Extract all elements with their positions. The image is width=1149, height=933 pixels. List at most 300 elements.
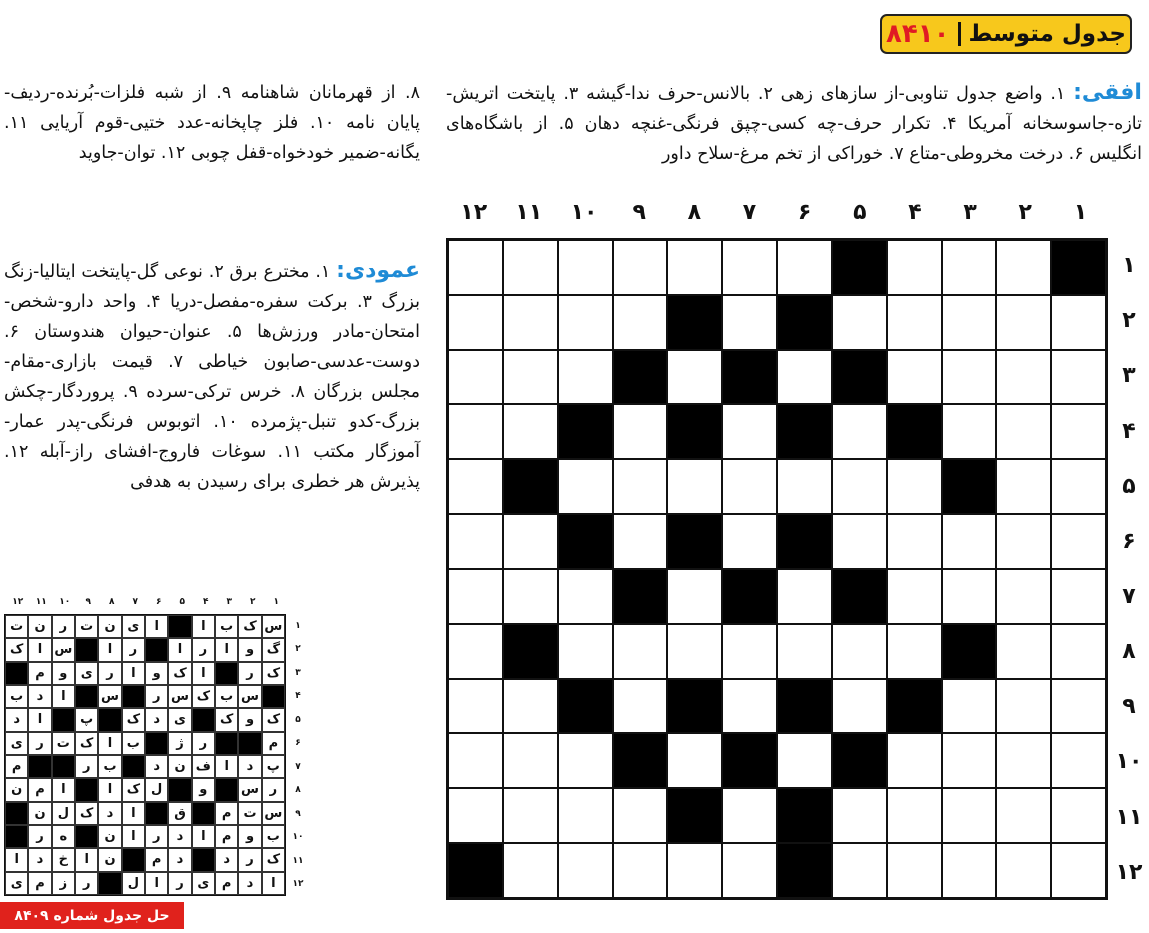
solution-row-numbers (290, 614, 306, 896)
solution-black-cell (122, 848, 145, 871)
white-cell[interactable] (613, 514, 668, 569)
solution-column-numbers (0, 597, 288, 613)
solution-letter-cell: و (145, 662, 168, 685)
row-number: ۷ (1122, 584, 1136, 610)
across-clues (446, 78, 1142, 169)
solution-letter-cell: ک (192, 685, 215, 708)
white-cell[interactable] (503, 733, 558, 788)
solution-letter-cell: ا (98, 778, 121, 801)
solution-letter-cell: ن (98, 615, 121, 638)
solution-letter-cell: گ (262, 638, 285, 661)
solution-column-number: ۱۰ (59, 597, 71, 607)
column-number: ۹ (632, 200, 646, 225)
white-cell[interactable] (1051, 404, 1106, 459)
white-cell[interactable] (613, 240, 668, 295)
solution-letter-cell: ی (122, 615, 145, 638)
white-cell[interactable] (722, 843, 777, 898)
black-cell (613, 733, 668, 788)
solution-letter-cell: م (262, 732, 285, 755)
black-cell (777, 514, 832, 569)
white-cell[interactable] (996, 733, 1051, 788)
white-cell[interactable] (777, 569, 832, 624)
solution-letter-cell: ب (215, 615, 238, 638)
white-cell[interactable] (832, 624, 887, 679)
white-cell[interactable] (667, 624, 722, 679)
white-cell[interactable] (613, 459, 668, 514)
white-cell[interactable] (558, 350, 613, 405)
down-clues (4, 256, 420, 497)
solution-column-number: ۱۲ (12, 597, 24, 607)
puzzle-title-box (880, 14, 1132, 54)
solution-letter-cell: ک (262, 662, 285, 685)
white-cell[interactable] (887, 295, 942, 350)
black-cell (887, 679, 942, 734)
white-cell[interactable] (722, 679, 777, 734)
white-cell[interactable] (558, 569, 613, 624)
white-cell[interactable] (996, 788, 1051, 843)
solution-column-number: ۹ (85, 597, 91, 607)
white-cell[interactable] (942, 514, 997, 569)
solution-letter-cell: ر (238, 848, 261, 871)
column-number: ۱ (1073, 200, 1088, 225)
white-cell[interactable] (448, 404, 503, 459)
solution-letter-cell: و (52, 662, 75, 685)
solution-letter-cell: ل (122, 872, 145, 895)
black-cell (887, 404, 942, 459)
solution-letter-cell: ر (75, 755, 98, 778)
solution-row-number: ۲ (295, 644, 301, 655)
solution-letter-cell: م (215, 802, 238, 825)
white-cell[interactable] (1051, 733, 1106, 788)
solution-letter-cell: د (238, 755, 261, 778)
row-number: ۹ (1122, 694, 1136, 720)
solution-letter-cell: ل (145, 778, 168, 801)
white-cell[interactable] (777, 240, 832, 295)
solution-column-number: ۶ (156, 597, 162, 607)
solution-letter-cell: ر (262, 778, 285, 801)
row-number: ۸ (1122, 639, 1136, 665)
down-heading: عمودی: (336, 258, 420, 283)
white-cell[interactable] (722, 788, 777, 843)
white-cell[interactable] (503, 295, 558, 350)
white-cell[interactable] (448, 350, 503, 405)
solution-letter-cell: س (238, 778, 261, 801)
white-cell[interactable] (503, 404, 558, 459)
solution-letter-cell: ا (215, 638, 238, 661)
white-cell[interactable] (887, 733, 942, 788)
black-cell (777, 679, 832, 734)
solution-letter-cell: س (98, 685, 121, 708)
column-number: ۶ (797, 200, 812, 225)
black-cell (558, 514, 613, 569)
white-cell[interactable] (503, 843, 558, 898)
white-cell[interactable] (1051, 350, 1106, 405)
black-cell (613, 569, 668, 624)
solution-black-cell (192, 848, 215, 871)
white-cell[interactable] (1051, 679, 1106, 734)
white-cell[interactable] (613, 624, 668, 679)
solution-letter-cell: د (215, 848, 238, 871)
white-cell[interactable] (558, 788, 613, 843)
solution-letter-cell: ک (5, 638, 28, 661)
solution-black-cell (145, 638, 168, 661)
solution-letter-cell: ف (192, 755, 215, 778)
solution-letter-cell: ز (52, 872, 75, 895)
white-cell[interactable] (503, 240, 558, 295)
solution-black-cell (145, 802, 168, 825)
white-cell[interactable] (996, 350, 1051, 405)
solution-letter-cell: ت (5, 615, 28, 638)
black-cell (942, 459, 997, 514)
white-cell[interactable] (942, 569, 997, 624)
solution-row-number: ۱۰ (292, 832, 304, 843)
white-cell[interactable] (887, 843, 942, 898)
solution-row-number: ۱۲ (292, 879, 304, 890)
solution-letter-cell: ر (168, 872, 191, 895)
solution-row-number: ۳ (295, 667, 301, 678)
solution-letter-cell: پ (75, 708, 98, 731)
solution-black-cell (192, 802, 215, 825)
solution-letter-cell: ن (5, 778, 28, 801)
solution-letter-cell: ا (28, 638, 51, 661)
solution-letter-cell: د (145, 755, 168, 778)
white-cell[interactable] (832, 295, 887, 350)
white-cell[interactable] (777, 459, 832, 514)
solution-letter-cell: و (238, 638, 261, 661)
down-clue-text: ۱. مخترع برق ۲. نوعی گل-پایتخت ایتالیا-زنگ بزرگ ۳. برکت سفره-مفصل-دریا ۴. واحد دارو-شخص-امتحان-مادر ورزش‌ها ۵. عنوان-حیوان هندوستان ۶. دوست-عدسی-صابون خیاطی ۷. قیمت بازاری-مقام-مجلس بزرگان ۸. خرس ترکی-سرده ۹. پروردگار-چکش بزرگ-کدو تنبل-پژمرده ۱۰. اتوبوس فرنگی-پدر عمار-آموزگار مکتب ۱۱. سوغات فاروج-افشای راز-آبله ۱۲. پذیرش هر خطری برای رسیدن به هدفی (4, 262, 421, 492)
solution-letter-cell: ب (5, 685, 28, 708)
solution-letter-cell: ی (5, 732, 28, 755)
solution-letter-cell: ن (168, 755, 191, 778)
black-cell (503, 624, 558, 679)
white-cell[interactable] (448, 295, 503, 350)
solution-letter-cell: ا (98, 638, 121, 661)
puzzle-title: جدول متوسط (968, 21, 1126, 47)
white-cell[interactable] (996, 404, 1051, 459)
solution-letter-cell: ا (192, 615, 215, 638)
puzzle-number: ۸۴۱۰ (886, 19, 950, 49)
white-cell[interactable] (503, 514, 558, 569)
solution-black-cell (75, 778, 98, 801)
column-number: ۱۰ (570, 200, 598, 225)
row-numbers (1110, 238, 1148, 900)
solution-letter-cell: ک (215, 708, 238, 731)
white-cell[interactable] (887, 569, 942, 624)
column-number: ۵ (853, 200, 867, 225)
solution-black-cell (168, 778, 191, 801)
solution-column-number: ۸ (109, 597, 115, 607)
white-cell[interactable] (996, 240, 1051, 295)
white-cell[interactable] (887, 350, 942, 405)
white-cell[interactable] (996, 843, 1051, 898)
black-cell (777, 788, 832, 843)
white-cell[interactable] (832, 679, 887, 734)
solution-letter-cell: د (5, 708, 28, 731)
solution-letter-cell: د (168, 848, 191, 871)
solution-letter-cell: ا (122, 662, 145, 685)
white-cell[interactable] (558, 843, 613, 898)
solution-black-cell (168, 615, 191, 638)
white-cell[interactable] (667, 569, 722, 624)
black-cell (667, 404, 722, 459)
white-cell[interactable] (613, 404, 668, 459)
white-cell[interactable] (503, 569, 558, 624)
white-cell[interactable] (722, 514, 777, 569)
row-number: ۱۱ (1115, 804, 1143, 830)
white-cell[interactable] (996, 514, 1051, 569)
white-cell[interactable] (667, 240, 722, 295)
black-cell (448, 843, 503, 898)
solution-letter-cell: ب (215, 685, 238, 708)
white-cell[interactable] (996, 295, 1051, 350)
solution-column-number: ۵ (179, 597, 185, 607)
white-cell[interactable] (777, 624, 832, 679)
white-cell[interactable] (503, 679, 558, 734)
white-cell[interactable] (503, 788, 558, 843)
white-cell[interactable] (942, 295, 997, 350)
white-cell[interactable] (942, 679, 997, 734)
across-clue-text: ۱. واضع جدول تناوبی-از سازهای زهی ۲. بالانس-حرف ندا-گیشه ۳. پایتخت اتریش-تازه-جاسوسخانه آمریکا ۴. تکرار حرف-چه کسی-چپق فرنگی-غنچه دهان ۵. از باشگاه‌های انگلیس ۶. درخت مخروطی-متاع ۷. خوراکی از تخم مرغ-سلاح داور (446, 84, 1143, 164)
solution-letter-cell: ر (28, 825, 51, 848)
solution-letter-cell: ب (262, 825, 285, 848)
solution-black-cell (145, 732, 168, 755)
black-cell (942, 624, 997, 679)
solution-letter-cell: ا (215, 755, 238, 778)
across-heading: افقی: (1073, 80, 1142, 105)
column-number: ۳ (963, 200, 977, 225)
white-cell[interactable] (558, 459, 613, 514)
solution-letter-cell: ا (192, 825, 215, 848)
solution-letter-cell: و (238, 825, 261, 848)
black-cell (613, 350, 668, 405)
white-cell[interactable] (448, 624, 503, 679)
solution-letter-cell: ک (238, 615, 261, 638)
white-cell[interactable] (722, 404, 777, 459)
black-cell (722, 350, 777, 405)
white-cell[interactable] (832, 788, 887, 843)
solution-letter-cell: ه (52, 825, 75, 848)
white-cell[interactable] (448, 569, 503, 624)
white-cell[interactable] (942, 843, 997, 898)
solution-letter-cell: ا (98, 732, 121, 755)
solution-column-number: ۳ (226, 597, 232, 607)
white-cell[interactable] (722, 624, 777, 679)
white-cell[interactable] (448, 459, 503, 514)
solution-letter-cell: و (238, 708, 261, 731)
solution-label: حل جدول شماره ۸۴۰۹ (0, 902, 184, 929)
white-cell[interactable] (722, 240, 777, 295)
solution-letter-cell: ا (5, 848, 28, 871)
title-separator (958, 22, 961, 46)
white-cell[interactable] (996, 459, 1051, 514)
white-cell[interactable] (832, 404, 887, 459)
white-cell[interactable] (448, 240, 503, 295)
black-cell (832, 733, 887, 788)
solution-column-number: ۱ (273, 597, 279, 607)
solution-letter-cell: ت (75, 615, 98, 638)
white-cell[interactable] (1051, 295, 1106, 350)
white-cell[interactable] (1051, 788, 1106, 843)
white-cell[interactable] (942, 733, 997, 788)
solution-black-cell (75, 825, 98, 848)
row-number: ۵ (1122, 473, 1136, 499)
white-cell[interactable] (942, 404, 997, 459)
solution-letter-cell: ی (5, 872, 28, 895)
white-cell[interactable] (558, 295, 613, 350)
white-cell[interactable] (887, 240, 942, 295)
white-cell[interactable] (448, 679, 503, 734)
solution-letter-cell: ژ (168, 732, 191, 755)
white-cell[interactable] (558, 624, 613, 679)
solution-letter-cell: ر (75, 872, 98, 895)
white-cell[interactable] (613, 843, 668, 898)
white-cell[interactable] (722, 459, 777, 514)
row-number: ۴ (1122, 418, 1136, 444)
black-cell (832, 350, 887, 405)
solution-row-number: ۱۱ (292, 855, 304, 866)
black-cell (667, 788, 722, 843)
solution-letter-cell: ک (262, 848, 285, 871)
solution-black-cell (262, 685, 285, 708)
black-cell (722, 569, 777, 624)
black-cell (667, 679, 722, 734)
solution-letter-cell: ن (28, 802, 51, 825)
solution-letter-cell: د (98, 802, 121, 825)
black-cell (558, 679, 613, 734)
solution-letter-cell: پ (262, 755, 285, 778)
solution-letter-cell: م (5, 755, 28, 778)
white-cell[interactable] (887, 459, 942, 514)
white-cell[interactable] (667, 733, 722, 788)
solution-letter-cell: ا (122, 825, 145, 848)
white-cell[interactable] (613, 295, 668, 350)
solution-row-number: ۱ (295, 620, 301, 631)
black-cell (558, 404, 613, 459)
solution-letter-cell: ا (145, 615, 168, 638)
row-number: ۳ (1122, 363, 1136, 389)
white-cell[interactable] (887, 514, 942, 569)
white-cell[interactable] (667, 350, 722, 405)
solution-letter-cell: م (28, 778, 51, 801)
white-cell[interactable] (996, 569, 1051, 624)
solution-black-cell (122, 755, 145, 778)
solution-row-number: ۸ (295, 785, 301, 796)
white-cell[interactable] (613, 788, 668, 843)
solution-letter-cell: ا (75, 848, 98, 871)
solution-letter-cell: ک (75, 802, 98, 825)
black-cell (832, 569, 887, 624)
white-cell[interactable] (777, 733, 832, 788)
white-cell[interactable] (777, 350, 832, 405)
white-cell[interactable] (613, 679, 668, 734)
white-cell[interactable] (832, 514, 887, 569)
solution-column-number: ۷ (132, 597, 138, 607)
solution-letter-cell: س (262, 615, 285, 638)
solution-black-cell (5, 662, 28, 685)
black-cell (832, 240, 887, 295)
solution-letter-cell: س (262, 802, 285, 825)
solution-black-cell (215, 778, 238, 801)
black-cell (503, 459, 558, 514)
solution-letter-cell: ت (52, 732, 75, 755)
solution-letter-cell: ر (145, 685, 168, 708)
white-cell[interactable] (1051, 843, 1106, 898)
solution-letter-cell: ک (168, 662, 191, 685)
white-cell[interactable] (558, 733, 613, 788)
white-cell[interactable] (1051, 569, 1106, 624)
solution-black-cell (5, 802, 28, 825)
solution-black-cell (215, 732, 238, 755)
solution-black-cell (192, 708, 215, 731)
black-cell (777, 295, 832, 350)
white-cell[interactable] (667, 459, 722, 514)
solution-black-cell (75, 638, 98, 661)
white-cell[interactable] (558, 240, 613, 295)
white-cell[interactable] (996, 624, 1051, 679)
white-cell[interactable] (942, 788, 997, 843)
white-cell[interactable] (722, 295, 777, 350)
solution-black-cell (98, 708, 121, 731)
solution-letter-cell: ر (192, 638, 215, 661)
solution-letter-cell: ا (52, 685, 75, 708)
solution-letter-cell: د (168, 825, 191, 848)
white-cell[interactable] (448, 514, 503, 569)
solution-letter-cell: م (215, 872, 238, 895)
solution-row-number: ۷ (295, 761, 301, 772)
solution-letter-cell: ر (192, 732, 215, 755)
solution-black-cell (5, 825, 28, 848)
solution-letter-cell: ا (262, 872, 285, 895)
white-cell[interactable] (832, 459, 887, 514)
white-cell[interactable] (1051, 514, 1106, 569)
solution-letter-cell: ن (28, 615, 51, 638)
solution-letter-cell: ک (122, 778, 145, 801)
white-cell[interactable] (448, 788, 503, 843)
solution-letter-cell: س (238, 685, 261, 708)
solution-letter-cell: ک (75, 732, 98, 755)
solution-letter-cell: خ (52, 848, 75, 871)
solution-letter-cell: م (145, 848, 168, 871)
white-cell[interactable] (942, 350, 997, 405)
solution-letter-cell: د (238, 872, 261, 895)
solution-letter-cell: ر (28, 732, 51, 755)
solution-letter-cell: ی (75, 662, 98, 685)
white-cell[interactable] (996, 679, 1051, 734)
solution-column-number: ۴ (203, 597, 209, 607)
white-cell[interactable] (887, 624, 942, 679)
white-cell[interactable] (667, 843, 722, 898)
solution-letter-cell: ر (122, 638, 145, 661)
white-cell[interactable] (887, 788, 942, 843)
solution-letter-cell: ا (145, 872, 168, 895)
white-cell[interactable] (448, 733, 503, 788)
white-cell[interactable] (942, 240, 997, 295)
row-number: ۲ (1122, 308, 1136, 334)
row-number: ۶ (1122, 528, 1136, 554)
solution-letter-cell: ک (262, 708, 285, 731)
solution-grid (4, 614, 286, 896)
solution-black-cell (238, 732, 261, 755)
solution-row-number: ۶ (295, 738, 301, 749)
white-cell[interactable] (832, 843, 887, 898)
solution-letter-cell: ی (168, 708, 191, 731)
white-cell[interactable] (1051, 459, 1106, 514)
black-cell (1051, 240, 1106, 295)
white-cell[interactable] (1051, 624, 1106, 679)
solution-black-cell (98, 872, 121, 895)
black-cell (722, 733, 777, 788)
white-cell[interactable] (503, 350, 558, 405)
